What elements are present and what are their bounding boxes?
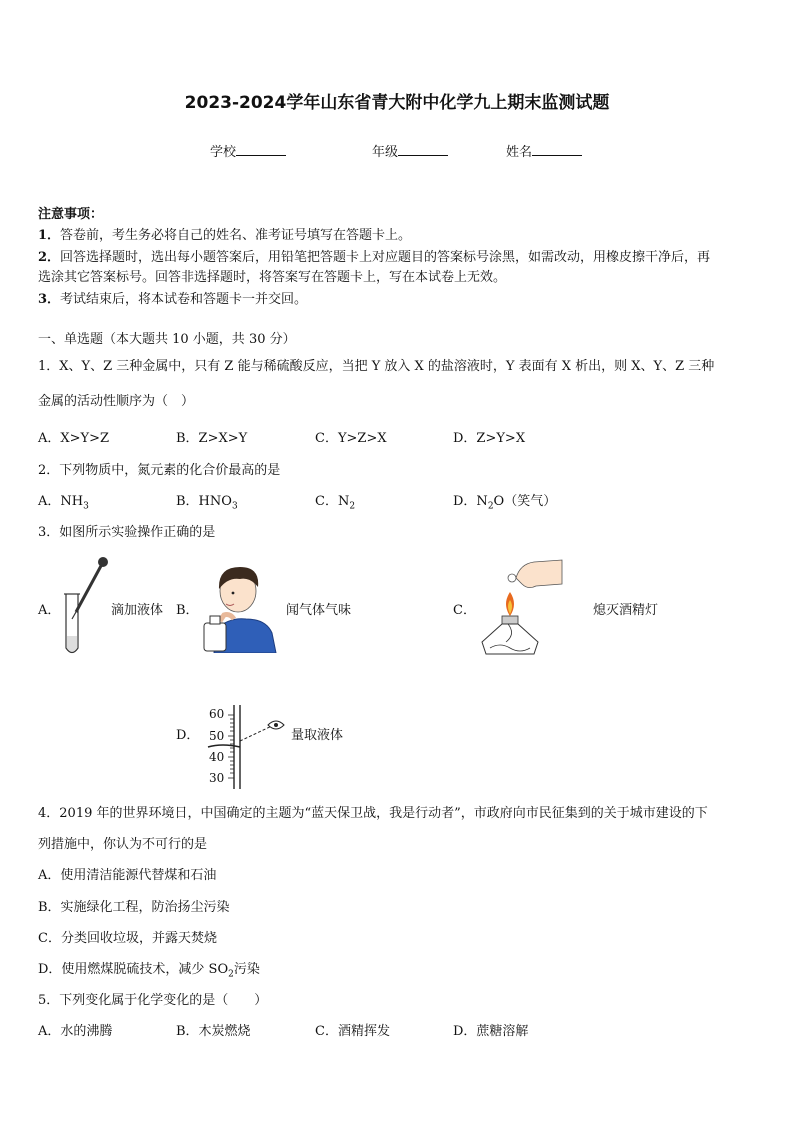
- cylinder-tick-50: 50: [209, 729, 225, 743]
- notice-heading: 注意事项：: [38, 207, 104, 222]
- q4-option-d: D．使用燃煤脱硫技术，减少 $SO_2$污染: [38, 962, 260, 980]
- q1-stem-line2: 金属的活动性顺序为（ ）: [38, 394, 195, 409]
- notice-item-2-number: 2．: [38, 250, 61, 265]
- cylinder-tick-40: 40: [209, 750, 225, 764]
- q4-stem-line1: 4．2019 年的世界环境日，中国确定的主题为“蓝天保卫战，我是行动者”，市政府向市民征集到的关于城市建设的下: [38, 806, 708, 821]
- q5-stem: 5．下列变化属于化学变化的是（ ）: [38, 993, 268, 1008]
- smelling-gas-illustration: [200, 563, 280, 653]
- grade-label: 年级: [372, 145, 399, 160]
- q3-option-c-letter: C．: [453, 603, 476, 618]
- q1-option-d: D．Z>Y>X: [453, 431, 526, 446]
- q1-stem-line1: 1．X、Y、Z 三种金属中，只有 Z 能与稀硫酸反应，当把 Y 放入 X 的盐溶液时，Y 表面有 X 析出，则 X、Y、Z 三种: [38, 359, 715, 374]
- q3-option-d-letter: D．: [176, 728, 200, 743]
- notice-item-2-cont: 选涂其它答案标号。回答非选择题时，将答案写在答题卡上，写在本试卷上无效。: [38, 270, 507, 285]
- page-title: 2023-2024学年山东省青大附中化学九上期末监测试题: [184, 93, 610, 113]
- cylinder-tick-60: 60: [209, 707, 225, 721]
- q1-option-c: C．Y>Z>X: [315, 431, 387, 446]
- notice-item-2: [38, 246, 710, 265]
- name-blank: [532, 143, 582, 156]
- notice-item-3: [38, 288, 307, 307]
- school-label: 学校: [210, 145, 237, 160]
- notice-item-1-text: 答卷前，考生务必将自己的姓名、准考证号填写在答题卡上。: [60, 228, 412, 243]
- notice-item-2-text: 回答选择题时，选出每小题答案后，用铅笔把答题卡上对应题目的答案标号涂黑，如需改动，用橡皮擦干净后，再: [60, 250, 711, 265]
- q5-option-b: B．木炭燃烧: [176, 1024, 251, 1039]
- dropper-tube-illustration: [58, 556, 110, 660]
- grade-field: [372, 141, 448, 160]
- name-label: 姓名: [506, 145, 533, 160]
- q1-option-b: B．Z>X>Y: [176, 431, 248, 446]
- q3-stem: 3．如图所示实验操作正确的是: [38, 525, 216, 540]
- q4-option-c: C．分类回收垃圾，并露天焚烧: [38, 931, 217, 946]
- q4-option-b: B．实施绿化工程，防治扬尘污染: [38, 900, 230, 915]
- q2-stem: 2．下列物质中，氮元素的化合价最高的是: [38, 463, 281, 478]
- cylinder-tick-30: 30: [209, 771, 225, 785]
- q5-option-d: D．蔗糖溶解: [453, 1024, 529, 1039]
- q3-option-a-letter: A．: [38, 603, 61, 618]
- q2-option-c: C．$N_2$: [315, 494, 356, 512]
- school-field: [210, 141, 286, 160]
- school-blank: [236, 143, 286, 156]
- notice-item-3-number: 3．: [38, 292, 61, 307]
- q4-stem-line2: 列措施中，你认为不可行的是: [38, 837, 208, 852]
- q4-option-a: A．使用清洁能源代替煤和石油: [38, 868, 217, 883]
- q5-option-a: A．水的沸腾: [38, 1024, 113, 1039]
- notice-item-1: [38, 224, 411, 243]
- q2-option-b: B．$HNO_3$: [176, 494, 238, 512]
- q5-option-c: C．酒精挥发: [315, 1024, 390, 1039]
- q1-option-a: A．X>Y>Z: [38, 431, 110, 446]
- grade-blank: [398, 143, 448, 156]
- notice-item-1-number: 1．: [38, 228, 61, 243]
- q3-option-d-label: 量取液体: [291, 728, 344, 743]
- q3-option-b-letter: B．: [176, 603, 199, 618]
- q3-option-b-label: 闻气体气味: [286, 603, 352, 618]
- q2-option-a: A．$NH_3$: [38, 494, 89, 512]
- name-field: [506, 141, 582, 160]
- notice-item-3-text: 考试结束后，将本试卷和答题卡一并交回。: [60, 292, 308, 307]
- q3-option-c-label: 熄灭酒精灯: [593, 603, 659, 618]
- alcohol-lamp-illustration: [476, 556, 566, 656]
- section-heading: 一、单选题（本大题共 10 小题，共 30 分）: [38, 332, 296, 347]
- q3-option-a-label: 滴加液体: [111, 603, 164, 618]
- q2-option-d: D．$N_2O$（笑气）: [453, 494, 557, 512]
